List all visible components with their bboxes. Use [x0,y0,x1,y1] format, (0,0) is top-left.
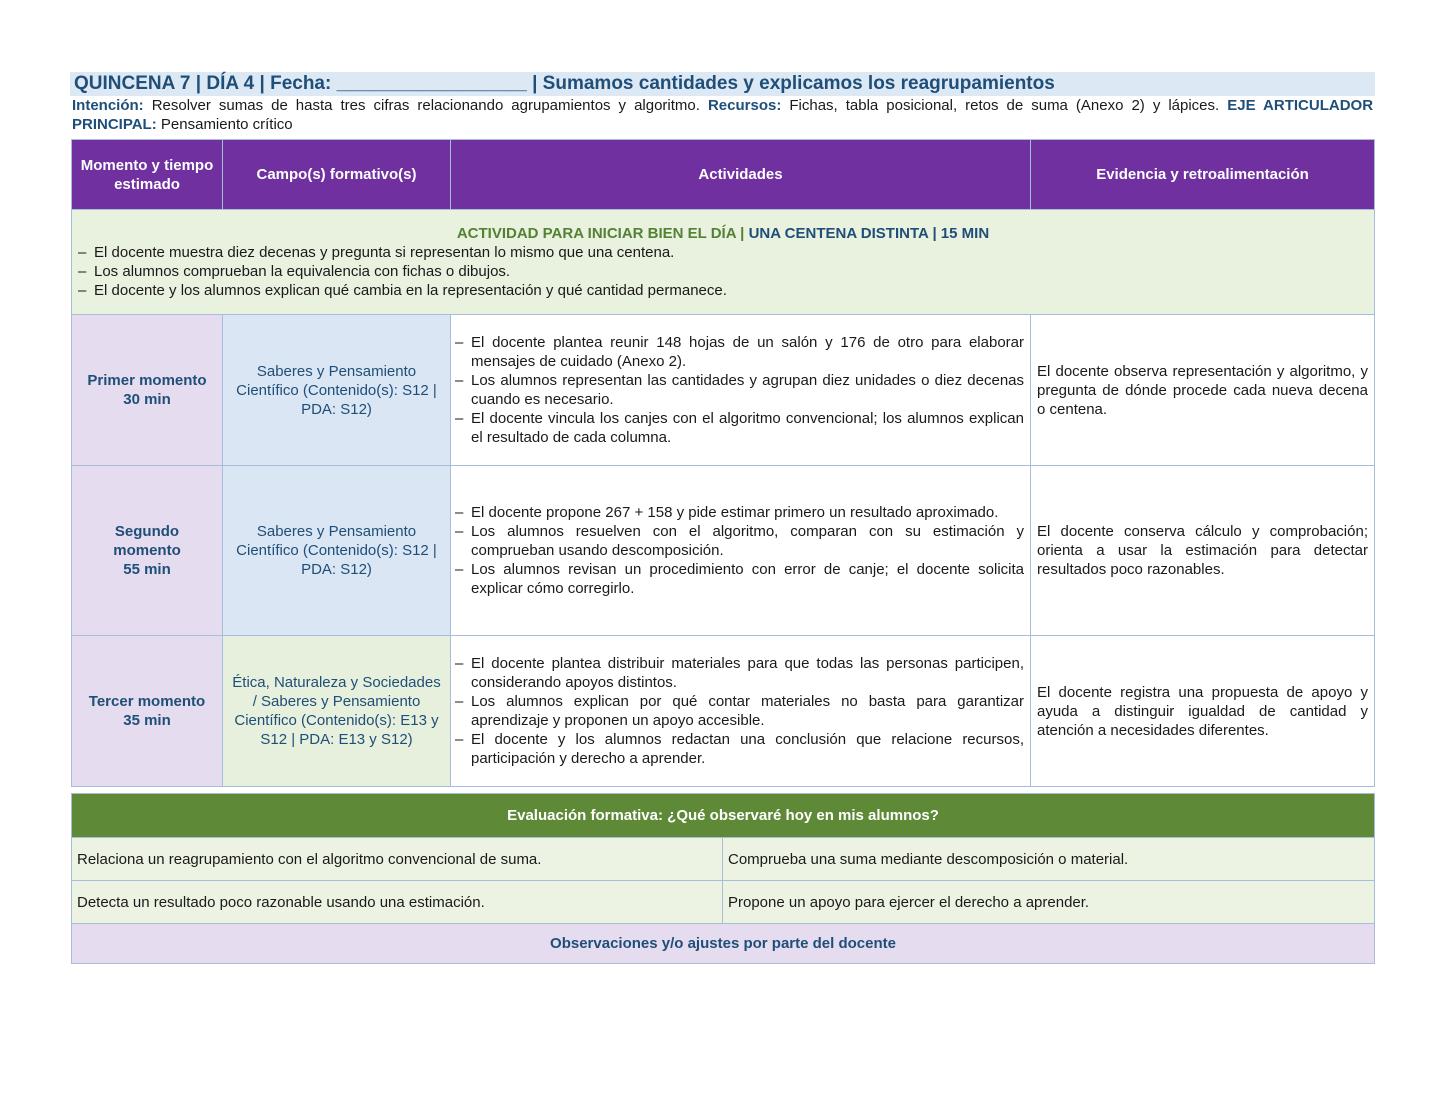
col-header-campo: Campo(s) formativo(s) [223,140,451,210]
start-activity-cell [72,210,1375,315]
evaluation-item: Relaciona un reagrupamiento con el algoritmo convencional de suma. [72,838,723,881]
list-item: – Los alumnos revisan un procedimiento con error de canje; el docente solicita explicar cómo corregirlo. [455,561,1024,597]
eje-text: Pensamiento crítico [160,116,293,133]
activities-cell [451,636,1031,787]
list-item: – El docente vincula los canjes con el algoritmo convencional; los alumnos explican el resultado de cada columna. [455,410,1024,446]
moment-time: 55 min [123,561,171,578]
list-item: – Los alumnos comprueban la equivalencia con fichas o dibujos. [78,263,511,280]
list-item: – Los alumnos explican por qué contar materiales no basta para garantizar aprendizaje y proponen un apoyo accesible. [455,693,1024,729]
evaluation-table [71,793,1375,964]
evaluation-item: Propone un apoyo para ejercer el derecho a aprender. [723,881,1375,924]
table-row [72,881,1375,924]
observations-row [72,924,1375,964]
list-item: – El docente y los alumnos explican qué cambia en la representación y qué cantidad permanece. [78,282,727,299]
page-title: QUINCENA 7 | DÍA 4 | Fecha: __________________ | Sumamos cantidades y explicamos los reagrupamientos [70,72,1375,96]
activities-cell [451,315,1031,466]
table-header-row [72,140,1375,210]
eje-label: EJE ARTICULADOR PRINCIPAL: [72,97,1374,133]
activities-cell [451,466,1031,636]
list-item: – El docente plantea reunir 148 hojas de un salón y 176 de otro para elaborar mensajes de cuidado (Anexo 2). [455,334,1024,370]
evidence-cell: El docente conserva cálculo y comprobación; orienta a usar la estimación para detectar resultados poco razonables. [1031,466,1375,636]
campo-cell: Saberes y Pensamiento Científico (Contenido(s): S12 | PDA: S12) [223,315,451,466]
intention-paragraph [70,96,1375,134]
moment-cell [72,466,223,636]
moment-name: Primer momento [87,372,207,389]
list-item: – Los alumnos representan las cantidades y agrupan diez unidades o diez decenas cuando es necesario. [455,372,1024,408]
evaluation-title: Evaluación formativa: ¿Qué observaré hoy en mis alumnos? [72,794,1375,838]
list-item: – El docente muestra diez decenas y pregunta si representan lo mismo que una centena. [78,244,675,261]
moment-cell [72,636,223,787]
start-activity-name: UNA CENTENA DISTINTA | 15 MIN [748,225,990,242]
table-row [72,315,1375,466]
planning-page [70,72,1375,964]
evaluation-header-row [72,794,1375,838]
list-item: – El docente y los alumnos redactan una conclusión que relacione recursos, participación y derecho a aprender. [455,731,1024,767]
campo-cell: Ética, Naturaleza y Sociedades / Saberes y Pensamiento Científico (Contenido(s): E13 y S12 | PDA: E13 y S12) [223,636,451,787]
moment-name: Segundo momento [113,523,181,559]
evidence-cell: El docente observa representación y algoritmo, y pregunta de dónde procede cada nueva decena o centena. [1031,315,1375,466]
list-item: – El docente plantea distribuir materiales para que todas las personas participen, considerando apoyos distintos. [455,655,1024,691]
table-row [72,838,1375,881]
list-item: – El docente propone 267 + 158 y pide estimar primero un resultado aproximado. [455,504,999,521]
moment-time: 30 min [123,391,171,408]
col-header-momento: Momento y tiempo estimado [72,140,223,210]
observations-label: Observaciones y/o ajustes por parte del docente [72,924,1375,964]
evidence-cell: El docente registra una propuesta de apoyo y ayuda a distinguir igualdad de cantidad y atención a necesidades diferentes. [1031,636,1375,787]
table-row [72,466,1375,636]
recursos-text: Fichas, tabla posicional, retos de suma (Anexo 2) y lápices. [789,97,1220,114]
start-activity-separator: | [736,225,749,242]
recursos-label: Recursos: [707,97,782,114]
list-item: – Los alumnos resuelven con el algoritmo, comparan con su estimación y comprueban usando descomposición. [455,523,1024,559]
moment-name: Tercer momento [88,693,206,710]
campo-cell: Saberes y Pensamiento Científico (Contenido(s): S12 | PDA: S12) [223,466,451,636]
planning-table [71,139,1375,787]
start-activity-title [78,224,1368,243]
start-activity-label: ACTIVIDAD PARA INICIAR BIEN EL DÍA [456,225,737,242]
start-activity-row [72,210,1375,315]
table-row [72,636,1375,787]
col-header-actividades: Actividades [451,140,1031,210]
evaluation-item: Detecta un resultado poco razonable usando una estimación. [72,881,723,924]
evaluation-item: Comprueba una suma mediante descomposición o material. [723,838,1375,881]
intencion-label: Intención: [72,97,144,114]
col-header-evidencia: Evidencia y retroalimentación [1031,140,1375,210]
start-activity-list [78,243,1368,300]
intencion-text: Resolver sumas de hasta tres cifras relacionando agrupamientos y algoritmo. [151,97,700,114]
moment-cell [72,315,223,466]
moment-time: 35 min [123,712,171,729]
